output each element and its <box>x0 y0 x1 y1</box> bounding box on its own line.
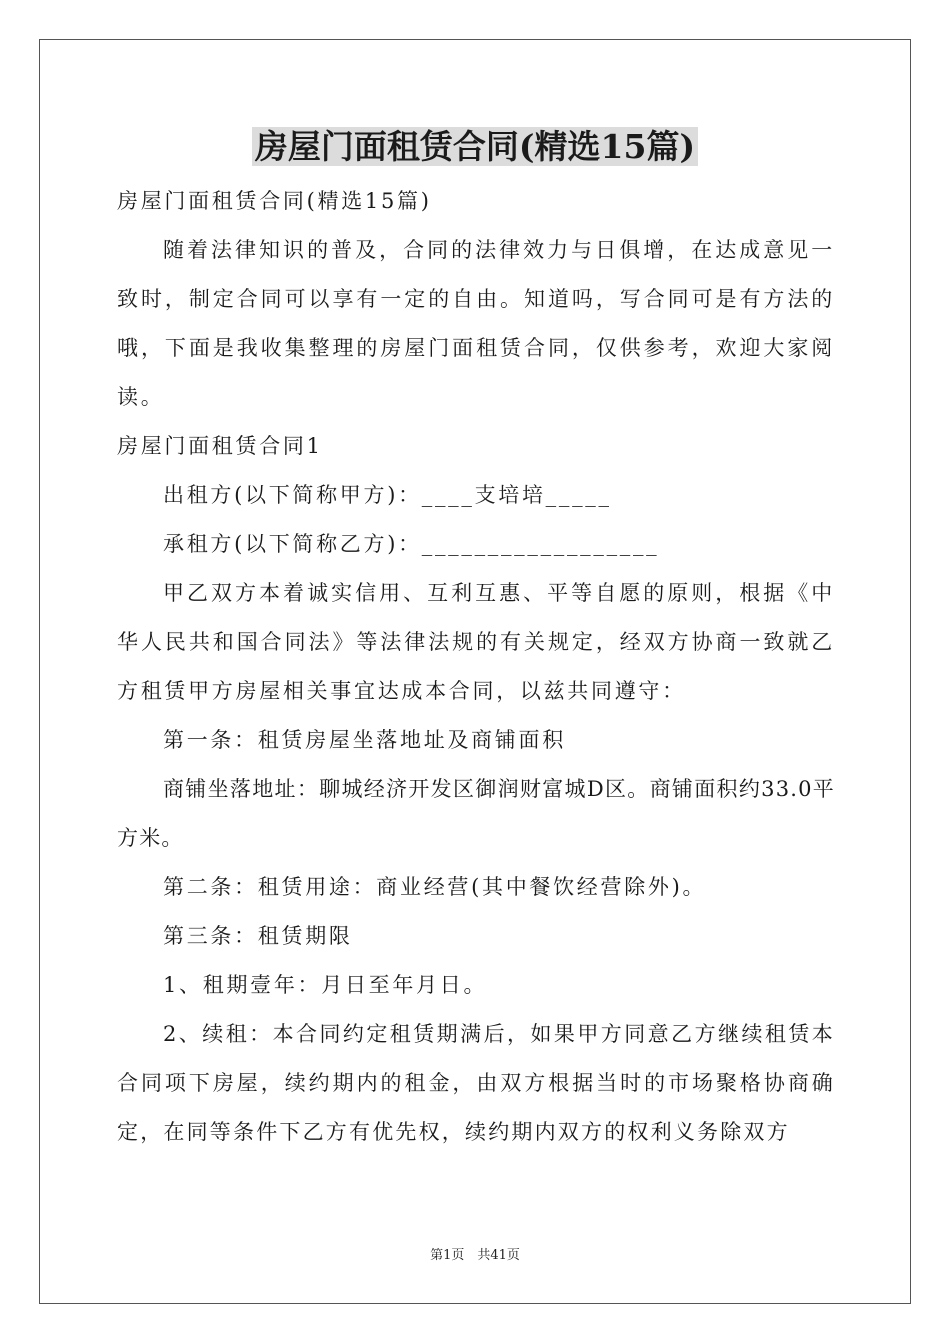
lessor-line: 出租方(以下简称甲方)：____支培培_____ <box>163 483 612 507</box>
shop-address-paragraph: 商铺坐落地址：聊城经济开发区御润财富城D区。商铺面积约33.0平方米。 <box>117 777 835 850</box>
subtitle-paragraph: 房屋门面租赁合同(精选15篇) <box>117 189 432 213</box>
lease-term-paragraph: 1、租期壹年：月日至年月日。 <box>163 973 488 997</box>
section-heading: 房屋门面租赁合同1 <box>117 434 323 458</box>
document-title <box>0 124 950 170</box>
preamble-paragraph: 甲乙双方本着诚实信用、互利互惠、平等自愿的原则，根据《中华人民共和国合同法》等法律法规的有关规定，经双方协商一致就乙方租赁甲方房屋相关事宜达成本合同，以兹共同遵守： <box>117 581 835 703</box>
article-1-heading: 第一条：租赁房屋坐落地址及商铺面积 <box>163 728 566 752</box>
intro-paragraph: 随着法律知识的普及，合同的法律效力与日俱增，在达成意见一致时，制定合同可以享有一定的自由。知道吗，写合同可是有方法的哦，下面是我收集整理的房屋门面租赁合同，仅供参考，欢迎大家阅读。 <box>117 238 835 409</box>
document-body <box>117 177 835 1157</box>
page-number-footer: 第1页 共41页 <box>430 1248 520 1263</box>
article-3-heading: 第三条：租赁期限 <box>163 924 353 948</box>
lessee-line: 承租方(以下简称乙方)：__________________ <box>163 532 660 556</box>
article-2-paragraph: 第二条：租赁用途：商业经营(其中餐饮经营除外)。 <box>163 875 707 899</box>
renewal-paragraph: 2、续租：本合同约定租赁期满后，如果甲方同意乙方继续租赁本合同项下房屋，续约期内的租金，由双方根据当时的市场聚格协商确定，在同等条件下乙方有优先权，续约期内双方的权利义务除双方 <box>117 1022 835 1144</box>
document-title-text: 房屋门面租赁合同(精选15篇) <box>252 127 698 166</box>
